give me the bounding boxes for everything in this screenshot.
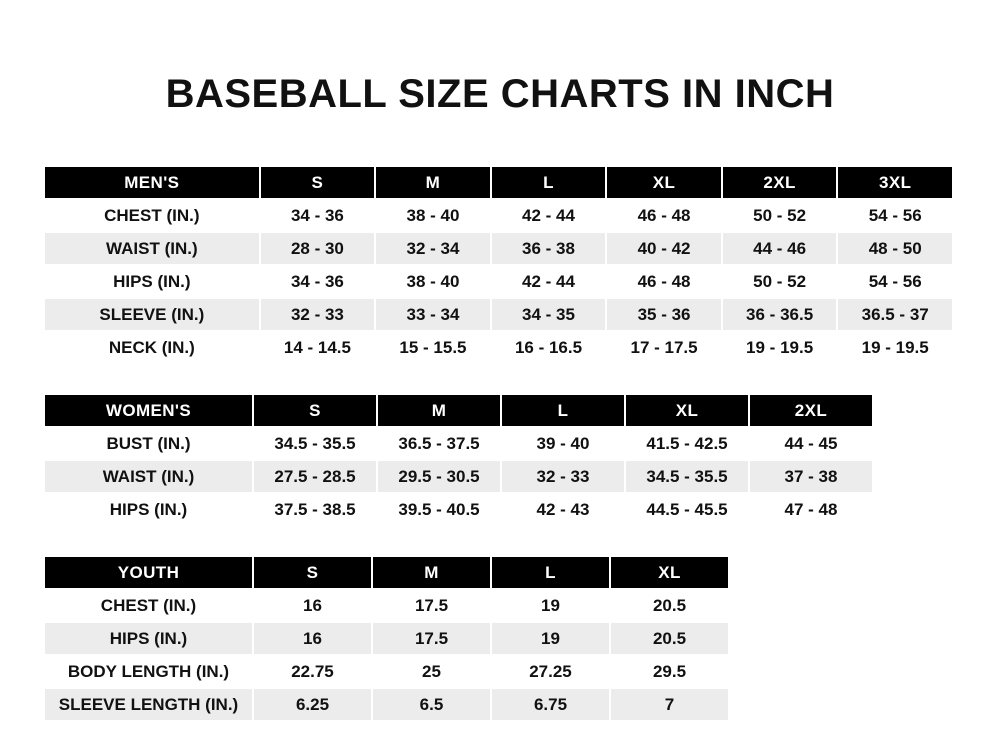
column-header: XL	[625, 394, 749, 427]
table-cell: 16	[253, 589, 372, 622]
column-header: M	[372, 556, 491, 589]
size-charts-container	[0, 165, 1000, 722]
table-cell: 20.5	[610, 622, 729, 655]
table-cell: 42 - 44	[491, 199, 607, 232]
table-cell: 47 - 48	[749, 493, 873, 526]
table-cell: 39.5 - 40.5	[377, 493, 501, 526]
row-label: WAIST (IN.)	[44, 460, 253, 493]
table-cell: 38 - 40	[375, 265, 491, 298]
table-header-row	[44, 394, 873, 427]
row-label: BODY LENGTH (IN.)	[44, 655, 253, 688]
column-header: 2XL	[722, 166, 838, 199]
table-row	[44, 199, 953, 232]
table-row	[44, 688, 729, 721]
table-cell: 15 - 15.5	[375, 331, 491, 364]
table-cell: 40 - 42	[606, 232, 722, 265]
table-cell: 34.5 - 35.5	[625, 460, 749, 493]
table-cell: 37 - 38	[749, 460, 873, 493]
table-row	[44, 265, 953, 298]
row-label: CHEST (IN.)	[44, 589, 253, 622]
column-header: S	[260, 166, 376, 199]
table-cell: 32 - 33	[501, 460, 625, 493]
row-label: SLEEVE (IN.)	[44, 298, 260, 331]
column-header: L	[491, 166, 607, 199]
table-cell: 36 - 36.5	[722, 298, 838, 331]
row-label: BUST (IN.)	[44, 427, 253, 460]
table-cell: 36.5 - 37	[837, 298, 953, 331]
column-header: XL	[606, 166, 722, 199]
table-row	[44, 331, 953, 364]
row-label: CHEST (IN.)	[44, 199, 260, 232]
column-header: WOMEN'S	[44, 394, 253, 427]
table-cell: 17.5	[372, 622, 491, 655]
table-cell: 7	[610, 688, 729, 721]
row-label: HIPS (IN.)	[44, 622, 253, 655]
table-cell: 6.75	[491, 688, 610, 721]
row-label: SLEEVE LENGTH (IN.)	[44, 688, 253, 721]
column-header: YOUTH	[44, 556, 253, 589]
table-cell: 42 - 43	[501, 493, 625, 526]
table-cell: 38 - 40	[375, 199, 491, 232]
table-cell: 50 - 52	[722, 265, 838, 298]
column-header: M	[375, 166, 491, 199]
youth-size-table	[43, 555, 730, 722]
row-label: HIPS (IN.)	[44, 265, 260, 298]
column-header: L	[501, 394, 625, 427]
table-cell: 14 - 14.5	[260, 331, 376, 364]
table-cell: 25	[372, 655, 491, 688]
table-cell: 16	[253, 622, 372, 655]
table-row	[44, 589, 729, 622]
page-title: BASEBALL SIZE CHARTS IN INCH	[165, 72, 835, 116]
column-header: L	[491, 556, 610, 589]
mens-size-table	[43, 165, 954, 365]
table-cell: 35 - 36	[606, 298, 722, 331]
table-cell: 27.25	[491, 655, 610, 688]
row-label: HIPS (IN.)	[44, 493, 253, 526]
column-header: 2XL	[749, 394, 873, 427]
table-cell: 34 - 35	[491, 298, 607, 331]
table-cell: 17 - 17.5	[606, 331, 722, 364]
table-cell: 34 - 36	[260, 265, 376, 298]
table-cell: 20.5	[610, 589, 729, 622]
column-header: M	[377, 394, 501, 427]
table-row	[44, 622, 729, 655]
table-row	[44, 427, 873, 460]
table-cell: 44 - 45	[749, 427, 873, 460]
table-cell: 32 - 34	[375, 232, 491, 265]
table-cell: 19 - 19.5	[837, 331, 953, 364]
table-cell: 22.75	[253, 655, 372, 688]
table-cell: 27.5 - 28.5	[253, 460, 377, 493]
column-header: S	[253, 556, 372, 589]
row-label: WAIST (IN.)	[44, 232, 260, 265]
table-cell: 48 - 50	[837, 232, 953, 265]
column-header: S	[253, 394, 377, 427]
table-cell: 34 - 36	[260, 199, 376, 232]
table-cell: 54 - 56	[837, 199, 953, 232]
table-cell: 19	[491, 622, 610, 655]
table-cell: 46 - 48	[606, 199, 722, 232]
table-cell: 28 - 30	[260, 232, 376, 265]
table-cell: 36 - 38	[491, 232, 607, 265]
table-cell: 54 - 56	[837, 265, 953, 298]
table-row	[44, 460, 873, 493]
table-row	[44, 298, 953, 331]
table-cell: 29.5 - 30.5	[377, 460, 501, 493]
table-cell: 19	[491, 589, 610, 622]
womens-size-table	[43, 393, 874, 527]
table-cell: 6.25	[253, 688, 372, 721]
table-cell: 36.5 - 37.5	[377, 427, 501, 460]
column-header: 3XL	[837, 166, 953, 199]
table-row	[44, 232, 953, 265]
table-cell: 46 - 48	[606, 265, 722, 298]
table-row	[44, 655, 729, 688]
row-label: NECK (IN.)	[44, 331, 260, 364]
table-cell: 34.5 - 35.5	[253, 427, 377, 460]
table-cell: 33 - 34	[375, 298, 491, 331]
table-cell: 32 - 33	[260, 298, 376, 331]
table-cell: 17.5	[372, 589, 491, 622]
table-cell: 37.5 - 38.5	[253, 493, 377, 526]
table-cell: 50 - 52	[722, 199, 838, 232]
column-header: MEN'S	[44, 166, 260, 199]
table-header-row	[44, 556, 729, 589]
table-cell: 44.5 - 45.5	[625, 493, 749, 526]
table-cell: 16 - 16.5	[491, 331, 607, 364]
table-row	[44, 493, 873, 526]
table-cell: 39 - 40	[501, 427, 625, 460]
table-cell: 42 - 44	[491, 265, 607, 298]
column-header: XL	[610, 556, 729, 589]
table-cell: 6.5	[372, 688, 491, 721]
table-cell: 29.5	[610, 655, 729, 688]
table-cell: 19 - 19.5	[722, 331, 838, 364]
table-cell: 41.5 - 42.5	[625, 427, 749, 460]
table-header-row	[44, 166, 953, 199]
table-cell: 44 - 46	[722, 232, 838, 265]
